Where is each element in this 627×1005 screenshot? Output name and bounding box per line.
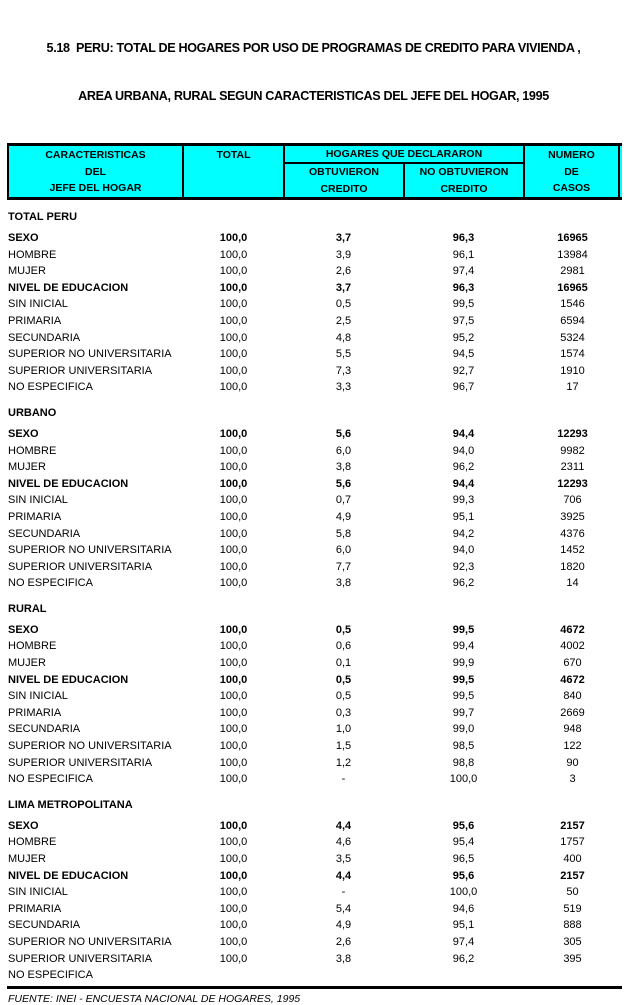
total-value: 100,0 [219,756,248,769]
row-label: MUJER [8,461,46,474]
cases-value: 14 [566,577,579,590]
table-row [0,526,627,543]
total-value: 100,0 [219,836,248,849]
table-row [0,509,627,526]
obtained-value: - [341,773,346,786]
cases-value: 2669 [560,706,585,719]
total-value: 100,0 [219,364,248,377]
total-value: 100,0 [219,348,248,361]
not-obtained-value: 92,7 [452,364,475,377]
obtained-value: - [341,886,346,899]
total-value: 100,0 [219,331,248,344]
obtained-value: 4,4 [335,819,352,832]
row-label: SEXO [8,819,39,832]
not-obtained-value: 97,5 [452,314,475,327]
row-label: NIVEL DE EDUCACION [8,673,129,686]
not-obtained-value: 94,4 [452,427,475,440]
not-obtained-value: 99,5 [452,690,475,703]
cases-value: 9982 [560,444,585,457]
row-label: NIVEL DE EDUCACION [8,477,129,490]
cases-value: 1546 [560,298,585,311]
cases-value: 1757 [560,836,585,849]
obtained-value: 0,5 [335,623,352,636]
row-label: SIN INICIAL [8,886,68,899]
table-row [0,575,627,592]
table-row [0,771,627,788]
total-value: 100,0 [219,740,248,753]
header-number-of-cases: NUMERO DE CASOS [523,146,620,197]
total-value: 100,0 [219,560,248,573]
not-obtained-value: 96,2 [452,952,475,965]
not-obtained-value: 94,2 [452,527,475,540]
table-row [0,655,627,672]
cases-value: 400 [563,853,582,865]
table-row [0,280,627,297]
not-obtained-value: 96,3 [452,281,475,294]
total-value: 100,0 [219,623,248,636]
not-obtained-value: 95,1 [452,919,475,932]
not-obtained-value: 100,0 [449,773,478,786]
table-row [0,851,627,868]
cases-value: 12293 [557,477,588,490]
obtained-value: 0,3 [335,706,352,719]
obtained-value: 1,2 [335,756,352,769]
cases-value: 2157 [560,869,585,882]
obtained-value: 5,4 [335,902,352,915]
table-section [0,405,627,592]
total-value: 100,0 [219,640,248,653]
row-label: HOMBRE [8,444,57,457]
cases-value: 90 [566,756,579,769]
table-row [0,296,627,313]
total-value: 100,0 [219,723,248,736]
row-label: MUJER [8,657,46,670]
obtained-value: 4,4 [335,869,352,882]
obtained-value: 0,7 [335,494,352,507]
not-obtained-value: 96,5 [452,853,475,865]
not-obtained-value: 99,5 [452,673,475,686]
header-declared-group [283,146,523,197]
table-row [0,330,627,347]
row-label: SIN INICIAL [8,494,68,507]
row-label: MUJER [8,265,46,278]
total-value: 100,0 [219,935,248,948]
not-obtained-value: 99,0 [452,723,475,736]
table-row [0,951,627,968]
table-row [0,638,627,655]
total-value: 100,0 [219,427,248,440]
total-value [183,967,284,984]
total-value: 100,0 [219,577,248,590]
row-label: SUPERIOR NO UNIVERSITARIA [8,935,172,948]
total-value: 100,0 [219,265,248,278]
obtained-value: 3,7 [335,232,352,244]
obtained-value: 6,0 [335,544,352,557]
not-obtained-value: 97,4 [452,265,475,278]
cases-value: 16965 [557,232,588,244]
obtained-value: 4,6 [335,836,352,849]
obtained-value: 4,8 [335,331,352,344]
not-obtained-value: 97,4 [452,935,475,948]
total-value: 100,0 [219,706,248,719]
not-obtained-value: 99,7 [452,706,475,719]
total-value: 100,0 [219,819,248,832]
row-label: SUPERIOR UNIVERSITARIA [8,364,153,377]
not-obtained-value: 94,0 [452,444,475,457]
total-value: 100,0 [219,248,248,261]
table-row [0,622,627,639]
header-characteristics: CARACTERISTICAS DEL JEFE DEL HOGAR [7,146,182,197]
not-obtained-value: 96,2 [452,577,475,590]
total-value: 100,0 [219,232,248,244]
table-section [0,209,627,396]
total-value: 100,0 [219,773,248,786]
row-label: PRIMARIA [8,510,62,523]
cases-value: 2311 [560,461,585,474]
not-obtained-value: 94,5 [452,348,475,361]
row-label: SECUNDARIA [8,919,81,932]
not-obtained-value: 96,3 [452,232,475,244]
obtained-value [284,967,403,984]
report-title-line2: AREA URBANA, RURAL SEGUN CARACTERISTICAS DEL JEFE DEL HOGAR, 1995 [78,89,549,103]
cases-value [524,967,621,984]
row-label: SUPERIOR UNIVERSITARIA [8,560,153,573]
not-obtained-value: 95,2 [452,331,475,344]
table-row [0,901,627,918]
not-obtained-value: 95,6 [452,869,475,882]
obtained-value: 5,8 [335,527,352,540]
obtained-value: 3,8 [335,461,352,474]
total-value: 100,0 [219,919,248,932]
cases-value: 4672 [560,623,585,636]
not-obtained-value: 100,0 [449,886,478,899]
cases-value: 16965 [557,281,588,294]
row-label: SEXO [8,232,39,244]
source-note: FUENTE: INEI - ENCUESTA NACIONAL DE HOGARES, 1995 [8,992,301,1005]
table-row [0,721,627,738]
not-obtained-value: 95,1 [452,510,475,523]
row-label: MUJER [8,853,46,865]
obtained-value: 7,3 [335,364,352,377]
obtained-value: 3,9 [335,248,352,261]
table-row [0,559,627,576]
section-title: TOTAL PERU [8,211,78,223]
cases-value: 519 [563,902,582,915]
not-obtained-value: 98,8 [452,756,475,769]
not-obtained-value: 92,3 [452,560,475,573]
cases-value: 13984 [557,248,588,261]
total-value: 100,0 [219,657,248,670]
report-title [0,0,627,136]
row-label: PRIMARIA [8,314,62,327]
table-row [0,672,627,689]
total-value: 100,0 [219,314,248,327]
total-value: 100,0 [219,298,248,311]
table-row [0,738,627,755]
table-row [0,884,627,901]
total-value: 100,0 [219,886,248,899]
row-label: HOMBRE [8,836,57,849]
row-label: SECUNDARIA [8,723,81,736]
row-label: PRIMARIA [8,902,62,915]
not-obtained-value: 95,4 [452,836,475,849]
obtained-value: 3,8 [335,952,352,965]
total-value: 100,0 [219,952,248,965]
table-row [0,379,627,396]
total-value: 100,0 [219,381,248,394]
table-body [0,209,627,984]
not-obtained-value: 98,5 [452,740,475,753]
obtained-value: 0,5 [335,673,352,686]
not-obtained-value: 96,7 [452,381,475,394]
table-row [0,263,627,280]
not-obtained-value: 96,2 [452,461,475,474]
cases-value: 4672 [560,673,585,686]
total-value: 100,0 [219,461,248,474]
table-row [0,917,627,934]
table-row [0,688,627,705]
obtained-value: 0,1 [335,657,352,670]
cases-value: 305 [563,935,582,948]
total-value: 100,0 [219,690,248,703]
row-label: SUPERIOR NO UNIVERSITARIA [8,348,172,361]
row-label: HOMBRE [8,248,57,261]
total-value: 100,0 [219,869,248,882]
row-label: SIN INICIAL [8,690,68,703]
report-title-line1: 5.18 PERU: TOTAL DE HOGARES POR USO DE PROGRAMAS DE CREDITO PARA VIVIENDA , [46,41,581,55]
row-label: SECUNDARIA [8,527,81,540]
row-label: SECUNDARIA [8,331,81,344]
table-row [0,818,627,835]
section-title: RURAL [8,602,47,615]
obtained-value: 1,0 [335,723,352,736]
row-label: SUPERIOR UNIVERSITARIA [8,756,153,769]
obtained-value: 0,6 [335,640,352,653]
row-label: SUPERIOR NO UNIVERSITARIA [8,544,172,557]
row-label: NO ESPECIFICA [8,773,93,786]
obtained-value: 5,6 [335,427,352,440]
table-row [0,346,627,363]
table-row [0,247,627,264]
cases-value: 1820 [560,560,585,573]
row-label: NO ESPECIFICA [8,577,93,590]
obtained-value: 3,3 [335,381,352,394]
cases-value: 2981 [560,265,585,278]
obtained-value: 5,6 [335,477,352,490]
table-row [0,313,627,330]
obtained-value: 4,9 [335,510,352,523]
header-obtained-credit: OBTUVIERON CREDITO [308,166,379,195]
cases-value: 888 [563,919,582,932]
table-row [0,834,627,851]
not-obtained-value: 94,4 [452,477,475,490]
obtained-value: 7,7 [335,560,352,573]
cases-value: 4002 [560,640,585,653]
section-title: LIMA METROPOLITANA [8,798,133,811]
row-label: HOMBRE [8,640,57,653]
not-obtained-value: 99,3 [452,494,475,507]
not-obtained-value [403,967,524,984]
table-row [0,230,627,247]
total-value: 100,0 [219,902,248,915]
header-not-obtained-credit: NO OBTUVIERON CREDITO [403,164,523,198]
cases-value: 670 [563,657,582,670]
cases-value: 1574 [560,348,585,361]
not-obtained-value: 94,0 [452,544,475,557]
cases-value: 6594 [560,314,585,327]
not-obtained-value: 96,1 [452,248,475,261]
cases-value: 122 [563,740,582,753]
cases-value: 50 [566,886,579,899]
cases-value: 12293 [557,427,588,440]
obtained-value: 3,8 [335,577,352,590]
not-obtained-value: 99,4 [452,640,475,653]
table-section [0,601,627,788]
table-row [0,443,627,460]
row-label: SUPERIOR NO UNIVERSITARIA [8,740,172,753]
table-row [0,542,627,559]
cases-value: 3925 [560,510,585,523]
obtained-value: 3,5 [335,853,352,865]
not-obtained-value: 99,9 [452,657,475,670]
table-section [0,797,627,984]
total-value: 100,0 [219,494,248,507]
table-header [7,143,622,200]
cases-value: 706 [563,494,582,507]
total-value: 100,0 [219,853,248,865]
row-label: PRIMARIA [8,706,62,719]
not-obtained-value: 99,5 [452,623,475,636]
obtained-value: 0,5 [335,690,352,703]
cases-value: 3 [569,773,576,786]
row-label: SEXO [8,427,39,440]
row-label: NO ESPECIFICA [8,381,93,394]
cases-value: 4376 [560,527,585,540]
header-total: TOTAL [182,146,283,197]
row-label: NO ESPECIFICA [8,969,93,982]
table-row [0,459,627,476]
table-row [0,967,627,984]
total-value: 100,0 [219,544,248,557]
row-label: NIVEL DE EDUCACION [8,869,129,882]
not-obtained-value: 95,6 [452,819,475,832]
obtained-value: 1,5 [335,740,352,753]
table-row [0,934,627,951]
obtained-value: 2,6 [335,935,352,948]
total-value: 100,0 [219,281,248,294]
row-label: NIVEL DE EDUCACION [8,281,129,294]
cases-value: 840 [563,690,582,703]
table-row [0,363,627,380]
table-row [0,705,627,722]
header-declared-title: HOGARES QUE DECLARARON [285,146,523,164]
total-value: 100,0 [219,510,248,523]
row-label: SIN INICIAL [8,298,68,311]
total-value: 100,0 [219,527,248,540]
cases-value: 17 [566,381,579,394]
table-row [0,868,627,885]
cases-value: 2157 [560,819,585,832]
cases-value: 1452 [560,544,585,557]
row-label: SUPERIOR UNIVERSITARIA [8,952,153,965]
cases-value: 948 [563,723,582,736]
obtained-value: 6,0 [335,444,352,457]
obtained-value: 4,9 [335,919,352,932]
table-row [0,492,627,509]
table-row [0,755,627,772]
obtained-value: 2,5 [335,314,352,327]
table-row [0,426,627,443]
obtained-value: 2,6 [335,265,352,278]
section-title: URBANO [8,406,57,419]
total-value: 100,0 [219,673,248,686]
table-row [0,476,627,493]
obtained-value: 5,5 [335,348,352,361]
footer-rule [7,986,622,989]
obtained-value: 0,5 [335,298,352,311]
row-label: SEXO [8,623,39,636]
not-obtained-value: 99,5 [452,298,475,311]
not-obtained-value: 94,6 [452,902,475,915]
cases-value: 5324 [560,331,585,344]
total-value: 100,0 [219,477,248,490]
total-value: 100,0 [219,444,248,457]
obtained-value: 3,7 [335,281,352,294]
cases-value: 395 [563,952,582,965]
cases-value: 1910 [560,364,585,377]
